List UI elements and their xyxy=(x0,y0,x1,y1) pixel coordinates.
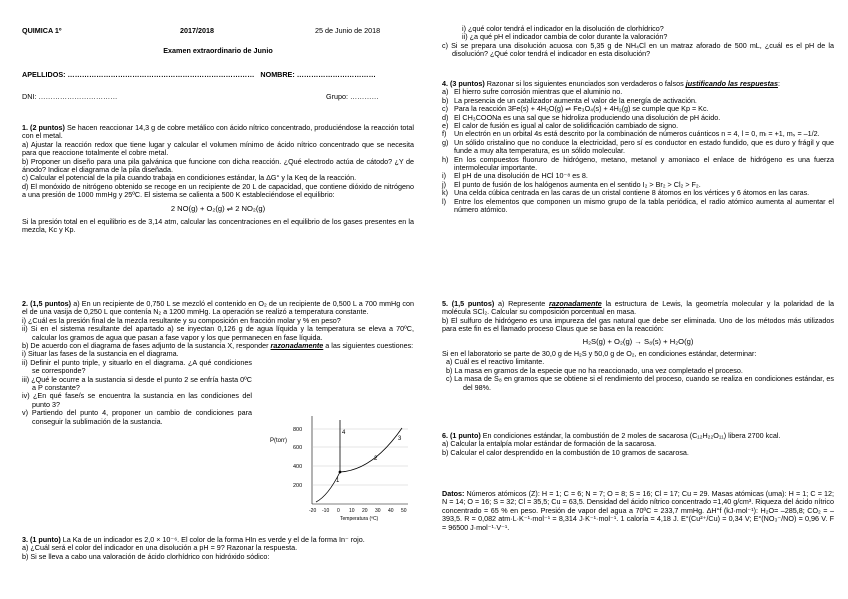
q5-item-c: c) La masa de S₈ en gramos que se obtiene si el rendimiento del proceso, cuando se realiza en condiciones estándar, es del 98%. xyxy=(446,374,834,392)
q1-b: b) Proponer un diseño para una pila galvánica que funcione con dicha reacción. ¿Qué electrodo actúa de cátodo? ¿Y de ánodo? Indicar el diagrama de la pila diseñada. xyxy=(22,156,414,175)
q4-item-h: h) En los compuestos fluoruro de hidrógeno, metano, metanol y amoniaco el enlace de hidrógeno es una fuerza intermolecular importante. xyxy=(442,154,834,173)
q2-a-i: i) ¿Cuál es la presión final de la mezcla resultante y su composición en fracción molar y % en peso? xyxy=(22,315,341,325)
vaporization-curve xyxy=(340,428,402,472)
q5-item-b: b) La masa en gramos de la especie que no ha reaccionado, una vez completado el proceso. xyxy=(446,365,743,375)
question-6 xyxy=(442,432,834,457)
apellidos-label: APELLIDOS: …………………………………………………………………… xyxy=(22,70,255,79)
xtick-m10: -10 xyxy=(322,508,330,514)
question-1 xyxy=(22,124,414,235)
question-4: 4. (3 puntos) Razonar si los siguientes enunciados son verdaderos o falsos justificando las respuestas: a) El hierro sufre corrosión mientras que el aluminio no. b) La presencia de un catalizador aumenta el valor de la energía de activación. c) Para la reacción 3Fe(s) + 4H₂O(g) ⇌ Fe₃O₄(s) + 4H₂(g) se cumple que Kp = Kc. d) El CH₃COONa es una sal que se hidroliza produciendo una disolución de pH ácido. e) El calor de fusión es igual al calor de solidificación cambiado de signo. f) Un electrón en un orbital 4s está descrito por la combinación de números cuánticos n = 4, l = 0, mₗ = +1, mₛ = –1/2. g) Un sólido cristalino que no conduce la electricidad, pero sí es conductor en estado fundido, que es duro y frágil y que funde a muy alta temperatura, es un sólido molecular. h) En los compuestos fluoruro de hidrógeno, metano, metanol y amoniaco el enlace de hidrógeno es una fuerza intermolecular importante. i) El pH de una disolución de HCl 10⁻⁸ es 8. j) El punto de fusión de los halógenos aumenta en el sentido I₂ > Br₂ > Cl₂ > F₂. k) Una celda cúbica centrada en las caras de un cristal contiene 8 átomos en los vértices y 6 átomos en las caras. l) Entre los elementos que componen un mismo grupo de la tabla periódica, el radio atómico aumenta al aumentar el número atómico. xyxy=(442,79,834,215)
q5-post: Si en el laboratorio se parte de 30,0 g de H₂S y 50,0 g de O₂, en condiciones estándar, determinar: xyxy=(442,349,757,359)
xtick-0: 0 xyxy=(337,508,340,514)
ytick-200: 200 xyxy=(293,483,303,489)
q4-intro: Razonar si los siguientes enunciados son verdaderos o falsos xyxy=(484,79,686,88)
q4-item-l: l) Entre los elementos que componen un mismo grupo de la tabla periódica, el radio atómico aumenta al aumentar el número atómico. xyxy=(442,196,834,215)
q1-d: d) El monóxido de nitrógeno obtenido se recoge en un recipiente de 20 L de capacidad, que contiene dióxido de nitrógeno a una presión de 1000 mmHg y 25ºC. El sistema se calienta a 500 K estableciéndose el equilibrio: xyxy=(22,181,414,200)
q5-a-post: la estructura de Lewis, la geometría molecular y la polaridad de la molécula SCl₂. Calcular su composición porcentual en masa. xyxy=(442,299,835,317)
q2-b-item-4: iv) ¿En qué fase/s se encuentra la sustancia en las condiciones del punto 3? xyxy=(22,391,252,409)
xtick-30: 30 xyxy=(375,508,381,514)
ytick-400: 400 xyxy=(293,464,303,470)
q5-title: 5. (1,5 puntos) xyxy=(442,299,495,308)
q4-item-e: e) El calor de fusión es igual al calor de solidificación cambiado de signo. xyxy=(442,121,679,131)
q4-item-g: g) Un sólido cristalino que no conduce la electricidad, pero sí es conductor en estado fundido, que es duro y frágil y que funde a muy alta temperatura, es un sólido molecular. xyxy=(442,137,834,156)
q6-b: b) Calcular el calor desprendido en la combustión de 10 gramos de sacarosa. xyxy=(442,447,689,457)
q6-intro: En condiciones estándar, la combustión de 2 moles de sacarosa (C₁₂H₂₂O₁₁) libera 2700 kcal. xyxy=(480,431,781,440)
ytick-800: 800 xyxy=(293,427,303,433)
q1-post: Si la presión total en el equilibrio es de 3,14 atm, calcular las concentraciones en el equilibrio de los gases presentes en la mezcla, Kc y Kp. xyxy=(22,217,414,235)
q2-b-tail: a las siguientes cuestiones: xyxy=(325,341,414,351)
nombre-label: NOMBRE: …………………………… xyxy=(260,70,376,79)
q3-b-ii: ii) ¿a qué pH el indicador cambia de color durante la valoración? xyxy=(462,32,668,42)
question-3-continued xyxy=(442,25,834,59)
question-2 xyxy=(22,300,414,426)
triple-point-marker xyxy=(339,471,342,474)
q3-c: c) Si se prepara una disolución acuosa con 5,35 g de NH₄Cl en un matraz aforado de 500 mL, ¿cuál es el pH de la disolución? ¿Qué color tendrá el indicador en esta disolución? xyxy=(442,40,834,59)
q2-b-item-1: i) Situar las fases de la sustancia en el diagrama. xyxy=(22,349,179,359)
q2-a: a) En un recipiente de 0,750 L se mezcló el contenido en O₂ de un recipiente de 0,500 L a 700 mmHg con el de una vasija de 0,250 L que contenía N₂ a 1200 mmHg. La operación se realizó a temperatura constante. xyxy=(22,299,414,317)
q3-b-i: i) ¿qué color tendrá el indicador en la disolución de clorhídrico? xyxy=(462,24,664,33)
gridlines xyxy=(312,429,408,485)
ytick-600: 600 xyxy=(293,445,303,451)
q3-title: 3. (1 punto) xyxy=(22,535,61,544)
grupo-label: Grupo: ………… xyxy=(326,92,379,101)
datos-title: Datos: xyxy=(442,489,465,498)
q2-b-item-3: iii) ¿Qué le ocurre a la sustancia si desde el punto 2 se enfría hasta 0ºC a P constante? xyxy=(22,374,252,393)
q2-b-item-5: v) Partiendo del punto 4, proponer un cambio de condiciones para conseguir la sublimación de la sustancia. xyxy=(22,408,252,426)
school-year: 2017/2018 xyxy=(180,26,214,35)
xtick-20: 20 xyxy=(362,508,368,514)
point-3: 3 xyxy=(398,436,402,442)
q2-b-keyword: razonadamente xyxy=(270,341,324,351)
q3-intro: La Ka de un indicador es 2,0 × 10⁻⁶. El color de la forma HIn es verde y el de la forma In⁻ rojo. xyxy=(60,535,365,544)
q4-item-j: j) El punto de fusión de los halógenos aumenta en el sentido I₂ > Br₂ > Cl₂ > F₂. xyxy=(442,179,701,189)
xtick-40: 40 xyxy=(388,508,394,514)
q4-item-c: c) Para la reacción 3Fe(s) + 4H₂O(g) ⇌ Fe₃O₄(s) + 4H₂(g) se cumple que Kp = Kc. xyxy=(442,104,709,114)
q3-b: b) Si se lleva a cabo una valoración de ácido clorhídrico con hidróxido sódico: xyxy=(22,551,270,561)
q2-title: 2. (1,5 puntos) xyxy=(22,299,72,308)
q1-a: a) Ajustar la reacción redox que tiene lugar y calcular el volumen mínimo de ácido nítrico concentrado que se necesita para que reaccione totalmente el cobre metal. xyxy=(22,139,414,158)
diagram-xlabel: Temperatura (ºC) xyxy=(340,516,379,522)
question-3 xyxy=(22,536,414,561)
diagram-ylabel: P(torr) xyxy=(270,438,287,444)
q4-item-k: k) Una celda cúbica centrada en las caras de un cristal contiene 8 átomos en los vértices y 6 átomos en las caras. xyxy=(442,188,810,198)
apellidos-field xyxy=(22,71,376,79)
q4-item-i: i) El pH de una disolución de HCl 10⁻⁸ es 8. xyxy=(442,171,588,181)
q4-item-a: a) El hierro sufre corrosión mientras que el aluminio no. xyxy=(442,87,623,97)
q2-b-intro: b) De acuerdo con el diagrama de fases adjunto de la sustancia X, responder xyxy=(22,341,271,351)
q1-title: 1. (2 puntos) xyxy=(22,123,65,132)
point-1: 1 xyxy=(336,478,340,484)
datos-text: Números atómicos (Z): H = 1; C = 6; N = 7; O = 8; S = 16; Cl = 17; Cu = 29. Masas atómicas (uma): H = 1; C = 12; N = 14; O = 16; S = 32; Cl = 35,5; Cu = 63,5. Densidad del ácido nítrico concentrado =1,40 g/cm³. Riqueza del ácido nítrico concentrado = 65 % en peso. Presión de vapor del agua a 70ºC = 233,7 mmHg. ΔH°f (kJ·mol⁻¹): H₂O= –285,8; CO₂ = –393,5. R = 0,082 atm·L·K⁻¹·mol⁻¹ = 8,314 J·K⁻¹·mol⁻¹. 1 caloría = 4,18 J. E°(Cu²⁺/Cu) = 0,34 V; E°(NO₃⁻/NO) = 0,96 V. F = 96500 J·mol⁻¹·V⁻¹. xyxy=(442,489,834,532)
q4-keyword: justificando las respuestas xyxy=(685,79,778,88)
q2-a-ii: ii) Si en el sistema resultante del apartado a) se inyectan 0,126 g de agua líquida y la temperatura se eleva a 70ºC, calcular los gramos de agua que pasan a fase vapor y los que permanecen en fase líquida. xyxy=(22,324,414,342)
q4-item-b: b) La presencia de un catalizador aumenta el valor de la energía de activación. xyxy=(442,95,697,105)
q4-item-d: d) El CH₃COONa es una sal que se hidroliza produciendo una disolución de pH ácido. xyxy=(442,112,721,122)
datos-section xyxy=(442,490,834,532)
sublimation-curve xyxy=(316,472,340,502)
phase-diagram xyxy=(268,410,414,522)
q1-equation: 2 NO(g) + O₂(g) ⇌ 2 NO₂(g) xyxy=(170,203,266,213)
q5-item-a: a) Cuál es el reactivo limitante. xyxy=(446,357,545,367)
q4-item-f: f) Un electrón en un orbital 4s está descrito por la combinación de números cuánticos n = 4, l = 0, mₗ = +1, mₛ = –1/2. xyxy=(442,129,820,139)
q5-equation: H₂S(g) + O₂(g) → S₈(s) + H₂O(g) xyxy=(582,336,694,346)
q2-b-item-2: ii) Definir el punto triple, y situarlo en el diagrama. ¿A qué condiciones se corresponde? xyxy=(22,357,252,376)
subject: QUIMICA 1º xyxy=(22,26,62,35)
exam-date: 25 de Junio de 2018 xyxy=(315,26,381,35)
q6-title: 6. (1 punto) xyxy=(442,431,481,440)
q1-c: c) Calcular el potencial de la pila cuando trabaja en condiciones estándar, la ΔG° y la Keq de la reacción. xyxy=(22,173,357,183)
q6-a: a) Calcular la entalpía molar estándar de formación de la sacarosa. xyxy=(442,439,657,449)
q1-intro: Se hacen reaccionar 14,3 g de cobre metálico con ácido nítrico concentrado, produciéndose la reacción total con el metal. xyxy=(22,123,414,141)
q3-a: a) ¿Cuál será el color del indicador en una disolución a pH = 9? Razonar la respuesta. xyxy=(22,543,298,553)
xtick-m20: -20 xyxy=(309,508,317,514)
q5-a-pre: a) Represente xyxy=(494,299,549,308)
q4-title: 4. (3 puntos) xyxy=(442,79,485,88)
exam-title: Examen extraordinario de Junio xyxy=(163,46,273,55)
dni-label: DNI: …………………………… xyxy=(22,92,118,101)
xtick-50: 50 xyxy=(401,508,407,514)
q5-b: b) El sulfuro de hidrógeno es una impureza del gas natural que debe ser eliminada. Uno de los métodos más utilizados para este fin es el llamado proceso Claus que se basa en la reacción: xyxy=(442,315,834,334)
question-5 xyxy=(442,300,834,392)
q5-keyword: razonadamente xyxy=(549,299,602,308)
point-4: 4 xyxy=(342,430,346,436)
point-2: 2 xyxy=(374,456,378,462)
xtick-10: 10 xyxy=(349,508,355,514)
